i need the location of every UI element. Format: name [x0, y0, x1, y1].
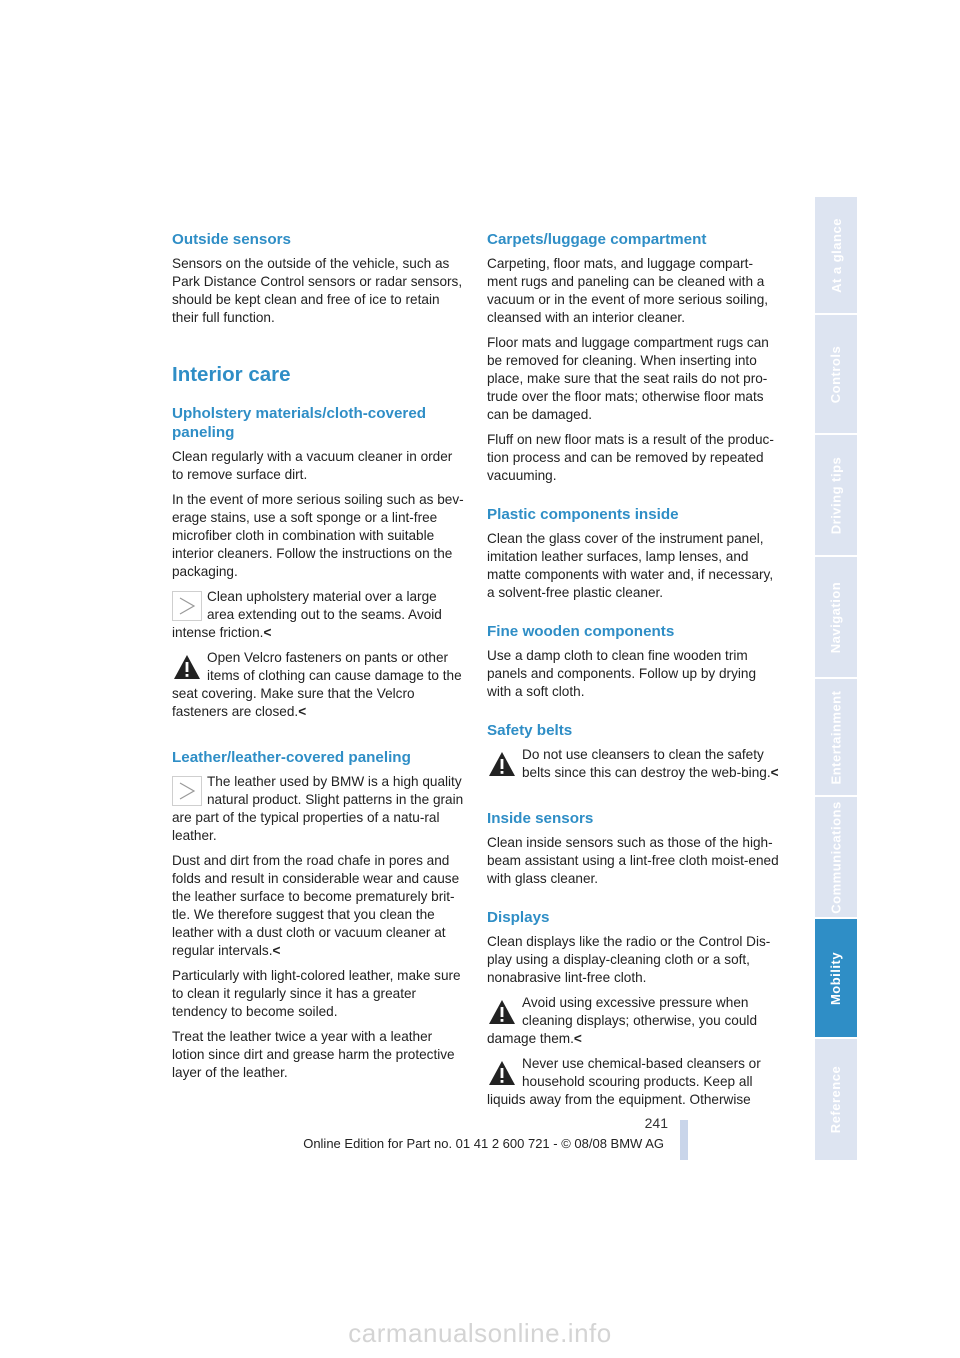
warning-text: Avoid using excessive pressure when cleaning displays; otherwise, you could damage them. [487, 995, 758, 1046]
note-text: The leather used by BMW is a high quality natural product. Slight patterns in the grain are part of the typical properties of a natu-ral leather. [172, 774, 464, 843]
warning-text: Do not use cleansers to clean the safety belts since this can destroy the web-bing. [522, 747, 771, 780]
section-heading-carpets: Carpets/luggage compartment [487, 231, 707, 248]
end-mark: < [770, 765, 779, 780]
warning-block [487, 746, 781, 789]
paragraph: Clean regularly with a vacuum cleaner in order to remove surface dirt. [172, 449, 453, 482]
section-heading-safety-belts: Safety belts [487, 722, 573, 739]
section-heading-wood: Fine wooden components [487, 623, 675, 640]
tab-communications[interactable]: Communications [815, 797, 857, 919]
tab-navigation[interactable]: Navigation [815, 557, 857, 679]
paragraph: Treat the leather twice a year with a leather lotion since dirt and grease harm the protective layer of the leather. [172, 1029, 455, 1080]
paragraph: Clean the glass cover of the instrument panel, imitation leather surfaces, lamp lenses, and matte components with water and, if necessary, a solvent-free plastic cleaner. [487, 531, 774, 600]
tab-entertainment[interactable]: Entertainment [815, 679, 857, 797]
warning-block [487, 994, 781, 1055]
chapter-tabs [815, 197, 857, 1160]
tab-controls[interactable]: Controls [815, 315, 857, 435]
paragraph: Clean displays like the radio or the Control Dis-play using a display-cleaning cloth or a soft, nonabrasive lint-free cloth. [487, 934, 771, 985]
paragraph: Dust and dirt from the road chafe in pores and folds and result in considerable wear and cause the leather surface to become prematurely brit-tle. We therefore suggest that you clean the leather with a dust cloth or vacuum cleaner at regular intervals. [172, 853, 460, 958]
warning-triangle-icon [172, 653, 202, 681]
note-text: Clean upholstery material over a large area extending out to the seams. Avoid intense friction. [172, 589, 442, 640]
right-column [487, 230, 781, 1116]
note-block [172, 588, 466, 649]
tab-reference[interactable]: Reference [828, 1065, 844, 1134]
footer-bar [680, 1120, 688, 1160]
warning-triangle-icon [487, 1059, 517, 1087]
paragraph: Use a damp cloth to clean fine wooden trim panels and components. Follow up by drying with a soft cloth. [487, 648, 757, 699]
section-heading-plastic: Plastic components inside [487, 506, 679, 523]
section-heading-leather: Leather/leather-covered paneling [172, 749, 411, 766]
left-column [172, 230, 466, 1089]
tab-at-a-glance[interactable]: At a glance [815, 197, 857, 315]
paragraph: Clean inside sensors such as those of the high-beam assistant using a lint-free cloth moist-ened with glass cleaner. [487, 835, 779, 886]
footer-edition-text: Online Edition for Part no. 01 41 2 600 721 - © 08/08 BMW AG [303, 1136, 664, 1151]
paragraph: Fluff on new floor mats is a result of the produc-tion process and can be removed by repeated vacuuming. [487, 432, 774, 483]
paragraph: Sensors on the outside of the vehicle, such as Park Distance Control sensors or radar sensors, should be kept clean and free of ice to retain their full function. [172, 256, 463, 325]
paragraph: Particularly with light-colored leather, make sure to clean it regularly since it has a greater tendency to become soiled. [172, 968, 461, 1019]
end-mark: < [298, 704, 307, 719]
tab-mobility[interactable]: Mobility [815, 919, 857, 1039]
section-heading-inside-sensors: Inside sensors [487, 810, 594, 827]
warning-block [487, 1055, 781, 1116]
page-number: 241 [644, 1115, 668, 1131]
end-mark: < [573, 1031, 582, 1046]
section-heading-outside-sensors: Outside sensors [172, 231, 292, 248]
section-heading-upholstery: Upholstery materials/cloth-covered paneling [172, 405, 427, 441]
section-heading-displays: Displays [487, 909, 550, 926]
paragraph: Carpeting, floor mats, and luggage compart-ment rugs and paneling can be cleaned with a vacuum or in the event of more serious soiling, cleansed with an interior cleaner. [487, 256, 769, 325]
note-block [172, 773, 466, 852]
chapter-heading-interior-care: Interior care [172, 363, 291, 386]
end-mark: < [272, 943, 281, 958]
end-mark: < [263, 625, 272, 640]
warning-block [172, 649, 466, 728]
warning-text: Never use chemical-based cleansers or household scouring products. Keep all liquids away from the equipment. Otherwise [487, 1056, 761, 1107]
paragraph: Floor mats and luggage compartment rugs can be removed for cleaning. When inserting into place, make sure that the seat rails do not pro-trude over the floor mats; otherwise floor mats can be damaged. [487, 335, 769, 422]
paragraph: In the event of more serious soiling such as bev-erage stains, use a soft sponge or a lint-free microfiber cloth in combination with suitable interior cleaners. Follow the instructions on the packaging. [172, 492, 464, 579]
warning-text: Open Velcro fasteners on pants or other items of clothing can cause damage to the seat covering. Make sure that the Velcro fasteners are closed. [172, 650, 462, 719]
note-arrow-icon [172, 776, 202, 806]
warning-triangle-icon [487, 998, 517, 1026]
watermark: carmanualsonline.info [348, 1318, 612, 1348]
warning-triangle-icon [487, 750, 517, 778]
note-arrow-icon [172, 591, 202, 621]
tab-driving-tips[interactable]: Driving tips [815, 435, 857, 557]
